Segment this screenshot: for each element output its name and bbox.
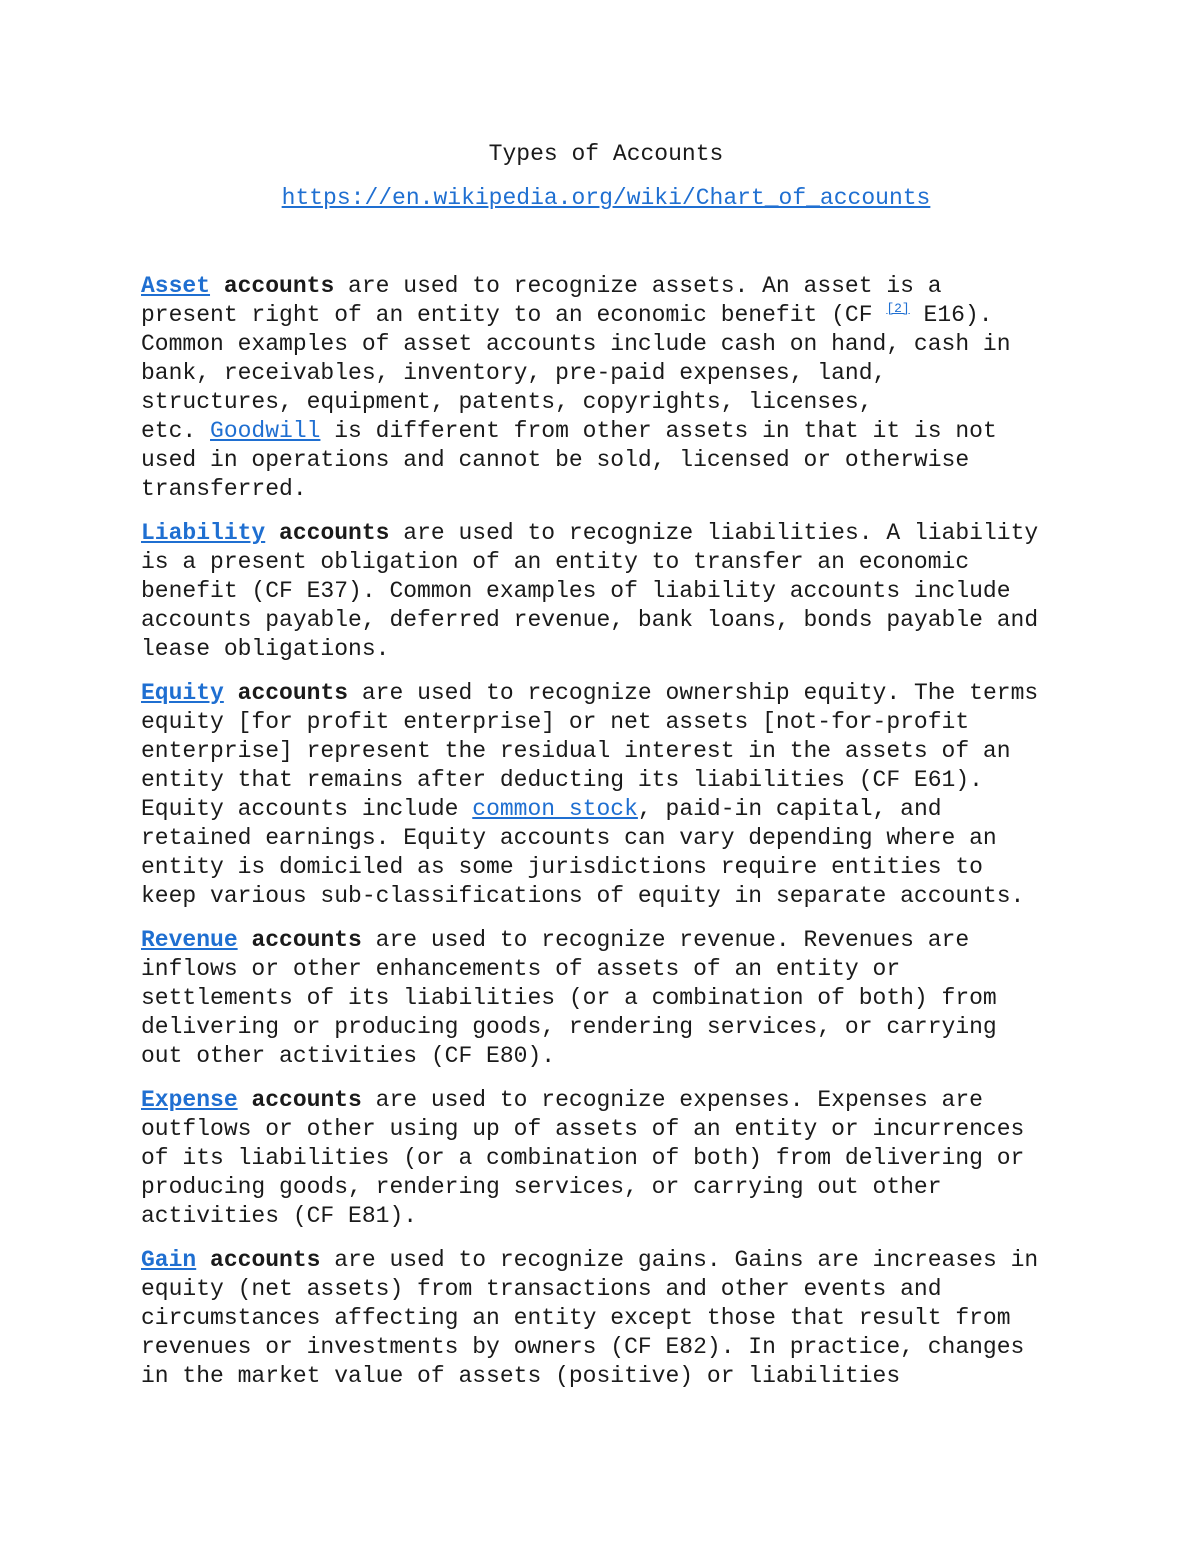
liability-paragraph bbox=[141, 519, 1071, 664]
expense-text-1: are used to recognize expenses. Expenses are outflows or other using up of assets of an entity or incurrences of its liabilities (or a combination of both) from delivering or producing goods, rendering services, or carrying out other activities (CF E81). bbox=[141, 1087, 1025, 1229]
asset-text-2: E16). Common examples of asset accounts include cash on hand, cash in bank, receivables, inventory, pre-paid expenses, land, structures, equipment, patents, copyrights, licenses, etc. bbox=[141, 302, 1011, 444]
gain-paragraph bbox=[141, 1246, 1071, 1391]
revenue-keyword: accounts bbox=[251, 927, 362, 953]
equity-paragraph bbox=[141, 679, 1071, 911]
source-url-link[interactable]: https://en.wikipedia.org/wiki/Chart_of_accounts bbox=[281, 185, 931, 211]
equity-text-2: , paid-in capital, and retained earnings. Equity accounts can vary depending where an entity is domiciled as some jurisdictions require entities to keep various sub-classifications of equity in separate accounts. bbox=[141, 796, 1025, 909]
expense-term-link[interactable]: Expense bbox=[141, 1087, 238, 1113]
asset-paragraph bbox=[141, 272, 1071, 504]
gain-text-1: are used to recognize gains. Gains are increases in equity (net assets) from transactions and other events and circumstances affecting an entity except those that result from revenues or investments by owners (CF E82). In practice, changes in the market value of assets (positive) or liabilities bbox=[141, 1247, 1039, 1389]
expense-keyword: accounts bbox=[251, 1087, 362, 1113]
gain-term-link[interactable]: Gain bbox=[141, 1247, 197, 1273]
document-page bbox=[141, 138, 1071, 1391]
liability-text-1: are used to recognize liabilities. A liability is a present obligation of an entity to transfer an economic benefit (CF E37). Common examples of liability accounts include accounts payable, deferred revenue, bank loans, bonds payable and lease obligations. bbox=[141, 520, 1039, 662]
source-url-line bbox=[141, 182, 1071, 214]
liability-term-link[interactable]: Liability bbox=[141, 520, 266, 546]
goodwill-link[interactable]: Goodwill bbox=[210, 418, 321, 444]
asset-keyword: accounts bbox=[223, 273, 335, 299]
asset-term-link[interactable]: Asset bbox=[141, 273, 211, 299]
common-stock-link[interactable]: common stock bbox=[472, 796, 638, 822]
equity-term-link[interactable]: Equity bbox=[141, 680, 224, 706]
gain-keyword: accounts bbox=[210, 1247, 321, 1273]
asset-text-3: is different from other assets in that it is not used in operations and cannot be sold, licensed or otherwise transferred. bbox=[141, 418, 997, 502]
document-title: Types of Accounts bbox=[488, 141, 724, 167]
asset-text-1: are used to recognize assets. An asset is a present right of an entity to an economic benefit (CF bbox=[141, 273, 942, 328]
liability-keyword: accounts bbox=[279, 520, 390, 546]
asset-reference-link[interactable]: [2] bbox=[886, 301, 910, 316]
revenue-paragraph bbox=[141, 926, 1071, 1071]
expense-paragraph bbox=[141, 1086, 1071, 1231]
revenue-text-1: are used to recognize revenue. Revenues are inflows or other enhancements of assets of an entity or settlements of its liabilities (or a combination of both) from delivering or producing goods, rendering services, or carrying out other activities (CF E80). bbox=[141, 927, 997, 1069]
revenue-term-link[interactable]: Revenue bbox=[141, 927, 238, 953]
equity-text-1: are used to recognize ownership equity. The terms equity [for profit enterprise] or net assets [not-for-profit enterprise] represent the residual interest in the assets of an entity that remains after deducting its liabilities (CF E61). Equity accounts include bbox=[141, 680, 1039, 822]
equity-keyword: accounts bbox=[237, 680, 349, 706]
